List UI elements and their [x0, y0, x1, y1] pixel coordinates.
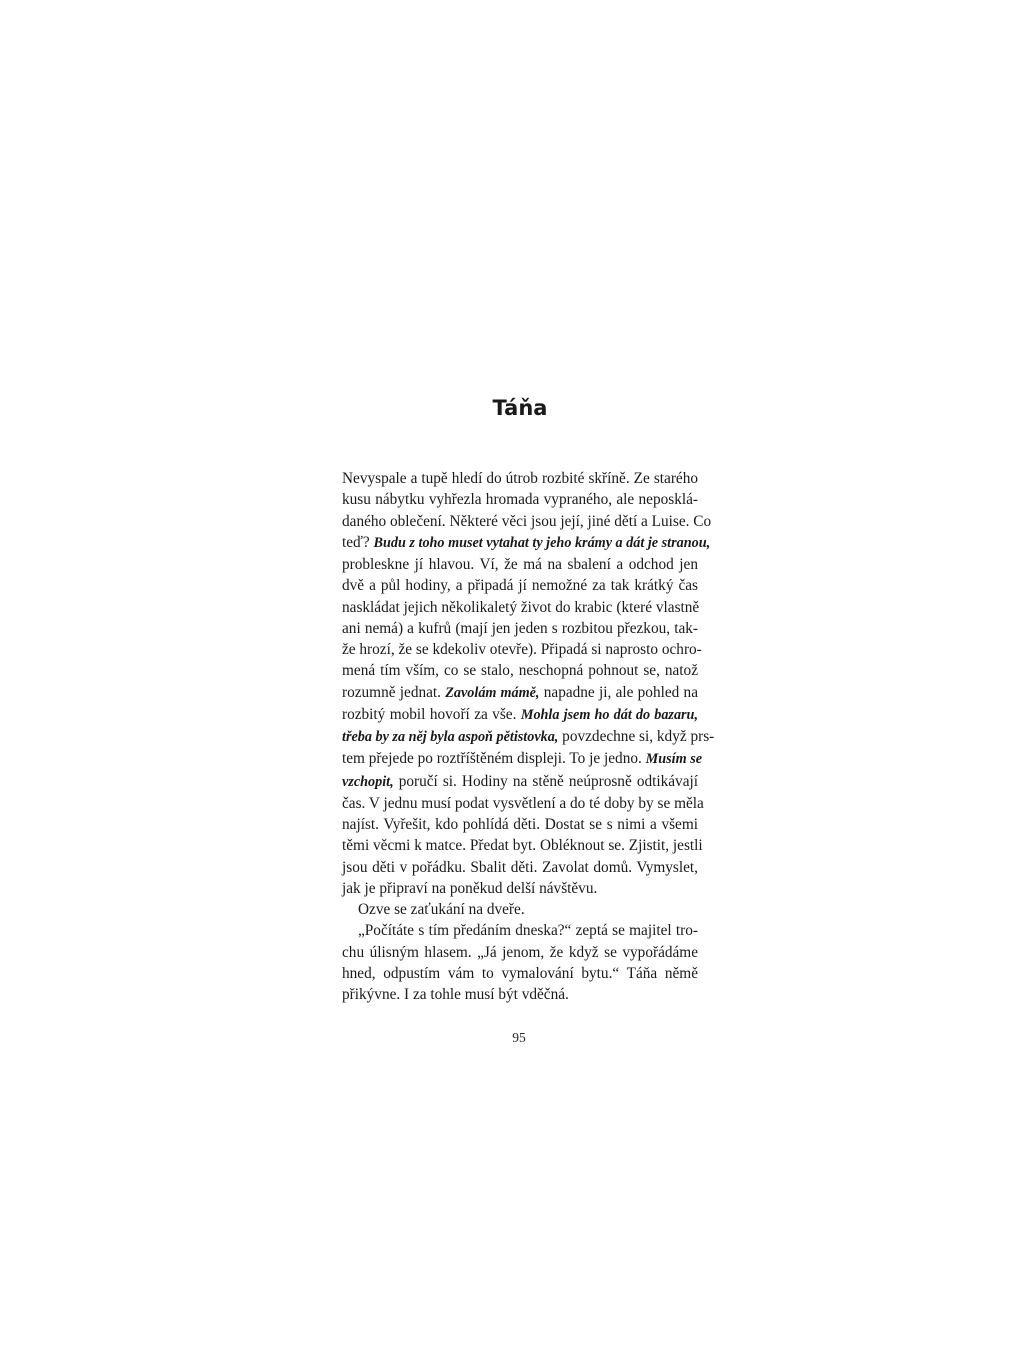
text-run: těmi věcmi k matce. Předat byt. Obléknout se. Zjistit, jestli — [342, 837, 703, 855]
text-line — [342, 793, 704, 814]
text-line — [342, 814, 698, 835]
italic-thought: třeba by za něj byla aspoň pětistovka, — [342, 729, 559, 745]
text-line — [342, 489, 698, 510]
text-run: teď? — [342, 533, 374, 551]
text-line — [342, 597, 698, 618]
text-run: že hrozí, že se kdekoliv otevře). Připadá si naprosto ochro- — [342, 641, 702, 658]
text-run: povzdechne si, když prs- — [558, 728, 715, 745]
text-run: mená tím vším, co se stalo, neschopná pohnout se, natož — [342, 662, 698, 680]
text-line — [342, 575, 698, 596]
text-line — [342, 618, 698, 639]
text-line — [342, 554, 698, 575]
text-line — [342, 639, 702, 660]
text-run: kusu nábytku vyhřezla hromada vypraného, ale neposklá- — [342, 491, 698, 509]
text-line — [342, 942, 698, 963]
text-run: poručí si. Hodiny na stěně neúprosně odtikávají — [393, 772, 698, 790]
text-run: chu úlisným hlasem. „Já jenom, že když se vypořádáme — [342, 943, 698, 961]
italic-thought: Musím se — [645, 751, 703, 768]
text-line — [342, 704, 698, 726]
text-line — [342, 835, 703, 856]
italic-thought: Budu z toho muset vytahat ty jeho krámy a dát je stranou, — [373, 534, 711, 551]
text-line — [342, 920, 698, 941]
text-run: najíst. Vyřešit, kdo pohlídá děti. Dostat se s nimi a všemi — [342, 816, 698, 833]
chapter-title: Táňa — [492, 396, 548, 420]
text-run: rozumně jednat. — [342, 683, 446, 701]
text-run: jsou děti v pořádku. Sbalit děti. Zavolat domů. Vymyslet, — [342, 858, 698, 876]
text-run: čas. V jednu musí podat vysvětlení a do té doby by se měla — [342, 794, 704, 812]
text-line — [342, 878, 698, 899]
text-line — [342, 682, 698, 704]
text-line — [342, 532, 711, 554]
page-number: 95 — [512, 1030, 526, 1045]
text-run: probleskne jí hlavou. Ví, že má na sbalení a odchod jen — [342, 556, 698, 573]
italic-thought: Mohla jsem ho dát do bazaru, — [520, 706, 698, 723]
text-run: dvě a půl hodiny, a připadá jí nemožné za tak krátký čas — [342, 577, 698, 595]
text-line — [342, 660, 698, 681]
text-run: Ozve se zaťukání na dveře. — [358, 901, 525, 918]
text-line — [342, 748, 703, 770]
text-line — [342, 468, 698, 489]
text-line — [342, 511, 712, 532]
text-run: „Počítáte s tím předáním dneska?“ zeptá se majitel tro- — [358, 922, 698, 940]
text-line — [342, 984, 698, 1005]
text-line — [342, 963, 698, 984]
text-run: rozbitý mobil hovoří za vše. — [342, 705, 521, 723]
body-text — [342, 468, 715, 1005]
text-run: přikývne. I za tohle musí být vděčná. — [342, 986, 569, 1003]
text-line — [342, 899, 698, 920]
text-line — [342, 726, 715, 748]
text-run: tem přejede po roztříštěném displeji. To je jedno. — [342, 750, 646, 768]
italic-thought: vzchopit, — [342, 773, 394, 790]
text-run: Nevyspale a tupě hledí do útrob rozbité skříně. Ze starého — [342, 470, 698, 487]
text-run: ani nemá) a kufrů (mají jen jeden s rozbitou přezkou, tak- — [342, 619, 698, 637]
text-run: jak je připraví na poněkud delší návštěvu. — [342, 879, 598, 897]
text-run: hned, odpustím vám to vymalování bytu.“ Táňa němě — [342, 964, 698, 982]
text-run: daného oblečení. Některé věci jsou její, jiné dětí a Luise. Co — [342, 512, 712, 530]
text-run: napadne ji, ale pohled na — [539, 683, 698, 701]
text-run: naskládat jejich několikaletý život do krabic (které vlastně — [342, 598, 700, 616]
text-line — [342, 771, 698, 793]
italic-thought: Zavolám mámě, — [445, 684, 540, 701]
text-line — [342, 857, 698, 878]
